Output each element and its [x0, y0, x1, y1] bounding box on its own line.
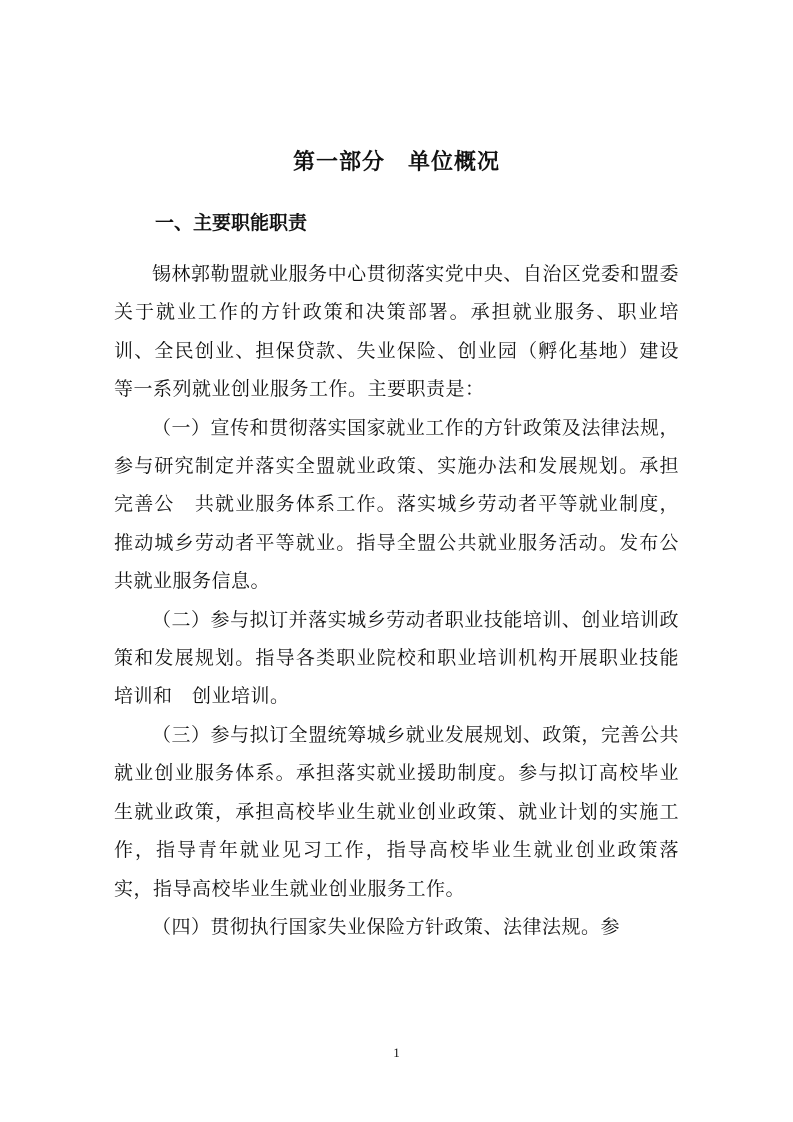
paragraph-duty-1: （一）宣传和贯彻落实国家就业工作的方针政策及法律法规，参与研究制定并落实全盟就业政策、实施办法和发展规划。承担完善公 共就业服务体系工作。落实城乡劳动者平等就业制度，推动城乡劳动者平等就业。指导全盟公共就业服务活动。发布公共就业服务信息。	[114, 416, 679, 593]
page-title: 第一部分 单位概况	[292, 150, 500, 175]
paragraph-duty-4: （四）贯彻执行国家失业保险方针政策、法律法规。参	[152, 915, 621, 938]
section-heading: 一、主要职能职责	[155, 212, 308, 234]
page-number: 1	[393, 1045, 400, 1060]
body-text	[114, 255, 679, 946]
paragraph-duty-3: （三）参与拟订全盟统筹城乡就业发展规划、政策，完善公共就业创业服务体系。承担落实就业援助制度。参与拟订高校毕业生就业政策，承担高校毕业生就业创业政策、就业计划的实施工作，指导青年就业见习工作，指导高校毕业生就业创业政策落实，指导高校毕业生就业创业服务工作。	[114, 723, 679, 900]
paragraph-duty-2: （二）参与拟订并落实城乡劳动者职业技能培训、创业培训政策和发展规划。指导各类职业院校和职业培训机构开展职业技能培训和 创业培训。	[114, 608, 679, 708]
paragraph-intro: 锡林郭勒盟就业服务中心贯彻落实党中央、自治区党委和盟委关于就业工作的方针政策和决策部署。承担就业服务、职业培训、全民创业、担保贷款、失业保险、创业园（孵化基地）建设等一系列就业创业服务工作。主要职责是：	[114, 263, 679, 401]
